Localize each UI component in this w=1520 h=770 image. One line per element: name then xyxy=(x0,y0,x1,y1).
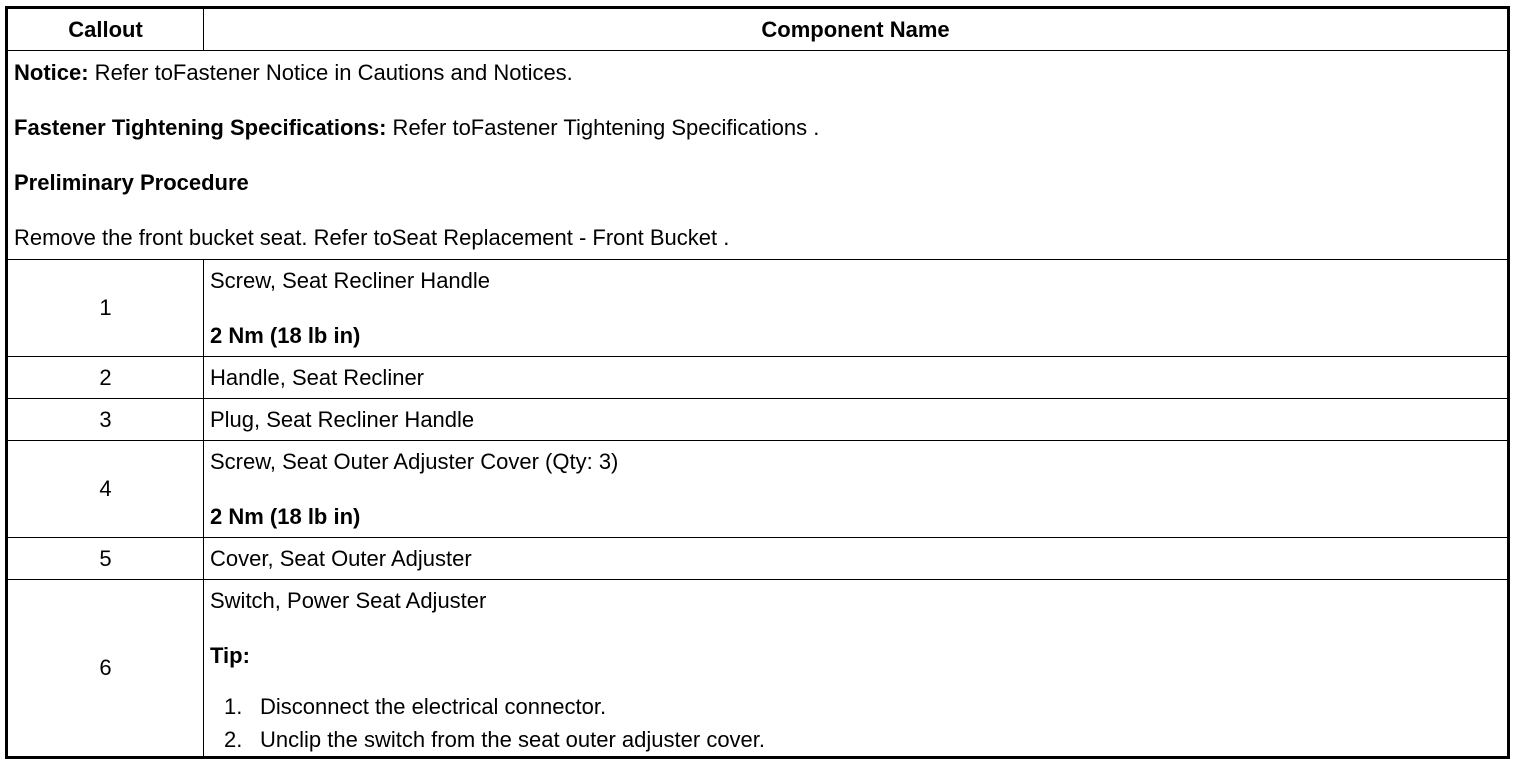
table-row xyxy=(7,441,1509,538)
callout-number: 2 xyxy=(7,357,204,399)
step-text: Disconnect the electrical connector. xyxy=(260,694,607,719)
table-row xyxy=(7,580,1509,758)
torque-spec: 2 Nm (18 lb in) xyxy=(210,504,361,529)
table-row xyxy=(7,538,1509,580)
component-name: Plug, Seat Recliner Handle xyxy=(210,407,475,432)
components-table xyxy=(5,6,1510,759)
component-cell xyxy=(204,357,1509,399)
component-name: Screw, Seat Outer Adjuster Cover (Qty: 3) xyxy=(210,449,619,474)
notice-text: Refer toFastener Notice in Cautions and Notices. xyxy=(88,60,573,85)
spec-text: Refer toFastener Tightening Specifications . xyxy=(386,115,820,140)
component-name: Switch, Power Seat Adjuster xyxy=(210,588,487,613)
table-row xyxy=(7,260,1509,357)
preliminary-text: Remove the front bucket seat. Refer toSeat Replacement - Front Bucket . xyxy=(14,225,730,250)
callout-number: 5 xyxy=(7,538,204,580)
intro-cell xyxy=(7,51,1509,260)
component-cell xyxy=(204,441,1509,538)
component-cell xyxy=(204,538,1509,580)
tip-steps xyxy=(210,690,1501,756)
callout-number: 6 xyxy=(7,580,204,758)
list-item xyxy=(224,690,1501,723)
callout-number: 3 xyxy=(7,399,204,441)
torque-spec: 2 Nm (18 lb in) xyxy=(210,323,361,348)
component-name: Screw, Seat Recliner Handle xyxy=(210,268,491,293)
header-callout: Callout xyxy=(7,8,204,51)
component-name: Handle, Seat Recliner xyxy=(210,365,425,390)
component-cell xyxy=(204,260,1509,357)
notice-label: Notice: xyxy=(14,60,89,85)
list-item xyxy=(224,723,1501,756)
step-number: 2. xyxy=(224,727,243,752)
intro-row xyxy=(7,51,1509,260)
component-name: Cover, Seat Outer Adjuster xyxy=(210,546,472,571)
table-row xyxy=(7,357,1509,399)
tip-label: Tip: xyxy=(210,643,250,668)
header-component-name: Component Name xyxy=(204,8,1509,51)
step-text: Unclip the switch from the seat outer adjuster cover. xyxy=(260,727,766,752)
preliminary-heading: Preliminary Procedure xyxy=(14,170,249,195)
callout-number: 1 xyxy=(7,260,204,357)
step-number: 1. xyxy=(224,694,243,719)
spec-label: Fastener Tightening Specifications: xyxy=(14,115,387,140)
component-cell xyxy=(204,580,1509,758)
component-cell xyxy=(204,399,1509,441)
table-row xyxy=(7,399,1509,441)
spec-paragraph xyxy=(14,106,1501,161)
notice-paragraph xyxy=(14,51,1501,106)
callout-number: 4 xyxy=(7,441,204,538)
header-row xyxy=(7,8,1509,51)
